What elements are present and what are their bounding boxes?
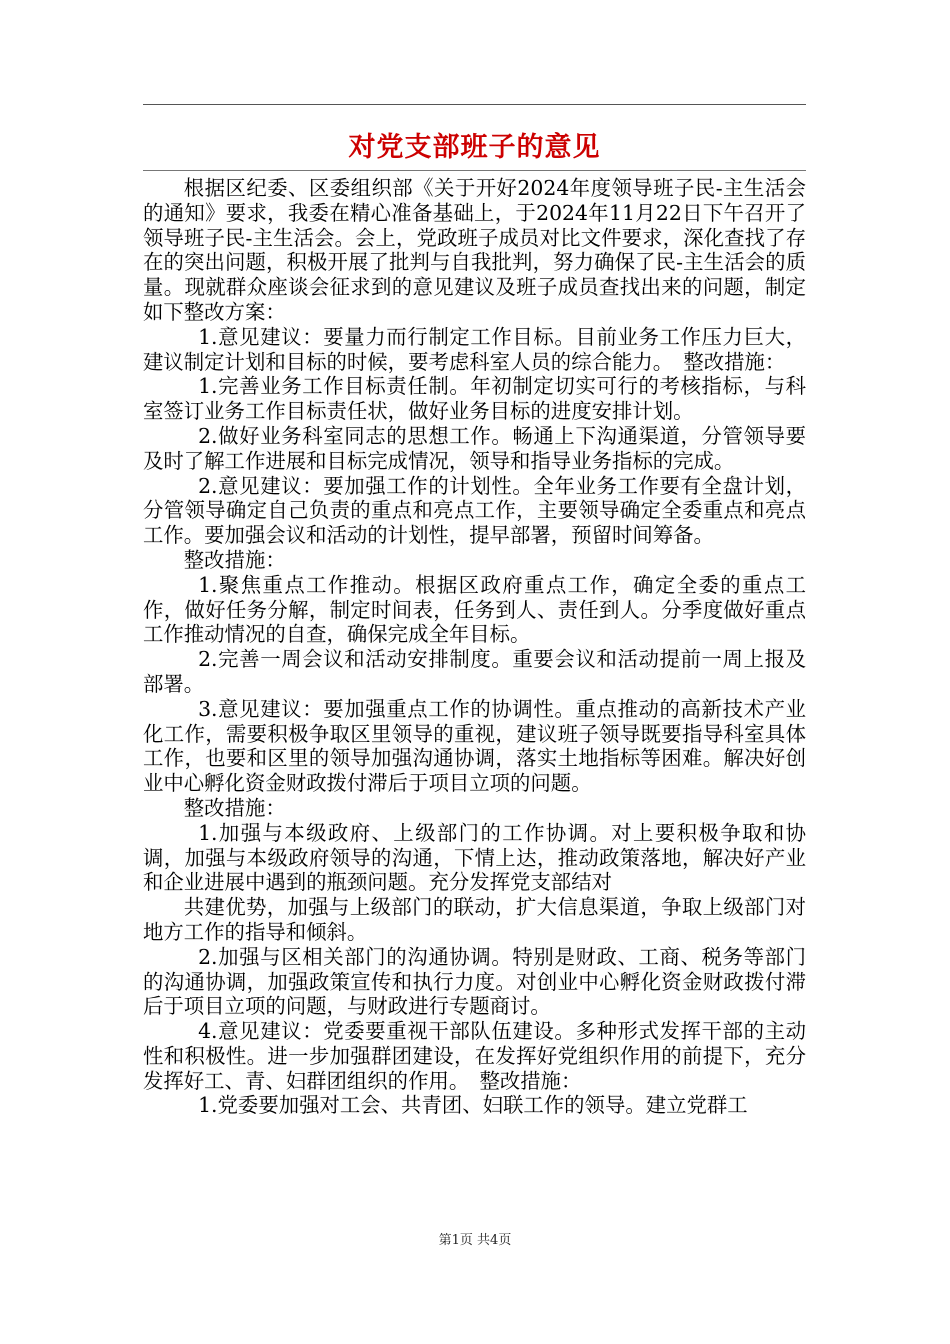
paragraph-opinion-2: 2.意见建议：要加强工作的计划性。全年业务工作要有全盘计划，分管领导确定自己负责的重点和亮点工作，主要领导确定全委重点和亮点工作。要加强会议和活动的计划性，提早部署，预留时间筹备。 <box>143 473 806 548</box>
paragraph-measures-heading: 整改措施： <box>183 547 286 572</box>
header-rule <box>143 104 806 105</box>
paragraph-measure: 1.聚焦重点工作推动。根据区政府重点工作，确定全委的重点工作，做好任务分解，制定时间表，任务到人、责任到人。分季度做好重点工作推动情况的自查，确保完成全年目标。 <box>143 572 806 647</box>
paragraph-measure: 2.完善一周会议和活动安排制度。重要会议和活动提前一周上报及部署。 <box>143 647 806 696</box>
paragraph-measure: 1.党委要加强对工会、共青团、妇联工作的领导。建立党群工 <box>198 1093 748 1118</box>
paragraph-intro: 根据区纪委、区委组织部《关于开好2024年度领导班子民-主生活会的通知》要求，我委在精心准备基础上，于2024年11月22日下午召开了领导班子民-主生活会。会上，党政班子成员对比文件要求，深化查找了存在的突出问题，积极开展了批判与自我批判，努力确保了民-主生活会的质量。现就群众座谈会征求到的意见建议及班子成员查找出来的问题，制定如下整改方案： <box>143 176 806 324</box>
paragraph-opinion-1: 1.意见建议：要量力而行制定工作目标。目前业务工作压力巨大，建议制定计划和目标的时候，要考虑科室人员的综合能力。 整改措施： <box>143 324 806 374</box>
paragraph-opinion-4: 4.意见建议：党委要重视干部队伍建设。多种形式发挥干部的主动性和积极性。进一步加强群团建设，在发挥好党组织作用的前提下，充分发挥好工、青、妇群团组织的作用。 整改措施： <box>143 1019 806 1093</box>
paragraph-measure: 2.做好业务科室同志的思想工作。畅通上下沟通渠道，分管领导要及时了解工作进展和目标完成情况，领导和指导业务指标的完成。 <box>143 423 806 473</box>
paragraph-measure: 1.完善业务工作目标责任制。年初制定切实可行的考核指标，与科室签订业务工作目标责任状，做好业务目标的进度安排计划。 <box>143 374 806 424</box>
paragraph-measure: 1.加强与本级政府、上级部门的工作协调。对上要积极争取和协调，加强与本级政府领导的沟通，下情上达，推动政策落地，解决好产业和企业进展中遇到的瓶颈问题。充分发挥党支部结对 <box>143 820 806 895</box>
paragraph-opinion-3: 3.意见建议：要加强重点工作的协调性。重点推动的高新技术产业化工作，需要积极争取区里领导的重视，建议班子领导既要指导科室具体工作，也要和区里的领导加强沟通协调，落实土地指标等困难。解决好创业中心孵化资金财政拨付滞后于项目立项的问题。 <box>143 696 806 796</box>
page-number-footer: 第1页 共4页 <box>438 1233 512 1248</box>
document-body <box>143 176 806 1118</box>
paragraph-measures-heading: 整改措施： <box>183 795 286 820</box>
document-title: 对党支部班子的意见 <box>348 132 601 163</box>
title-rule <box>143 170 806 171</box>
paragraph-measure: 2.加强与区相关部门的沟通协调。特别是财政、工商、税务等部门的沟通协调，加强政策宣传和执行力度。对创业中心孵化资金财政拨付滞后于项目立项的问题，与财政进行专题商讨。 <box>143 944 806 1019</box>
paragraph-measure-continued: 共建优势，加强与上级部门的联动，扩大信息渠道，争取上级部门对地方工作的指导和倾斜。 <box>143 895 806 944</box>
